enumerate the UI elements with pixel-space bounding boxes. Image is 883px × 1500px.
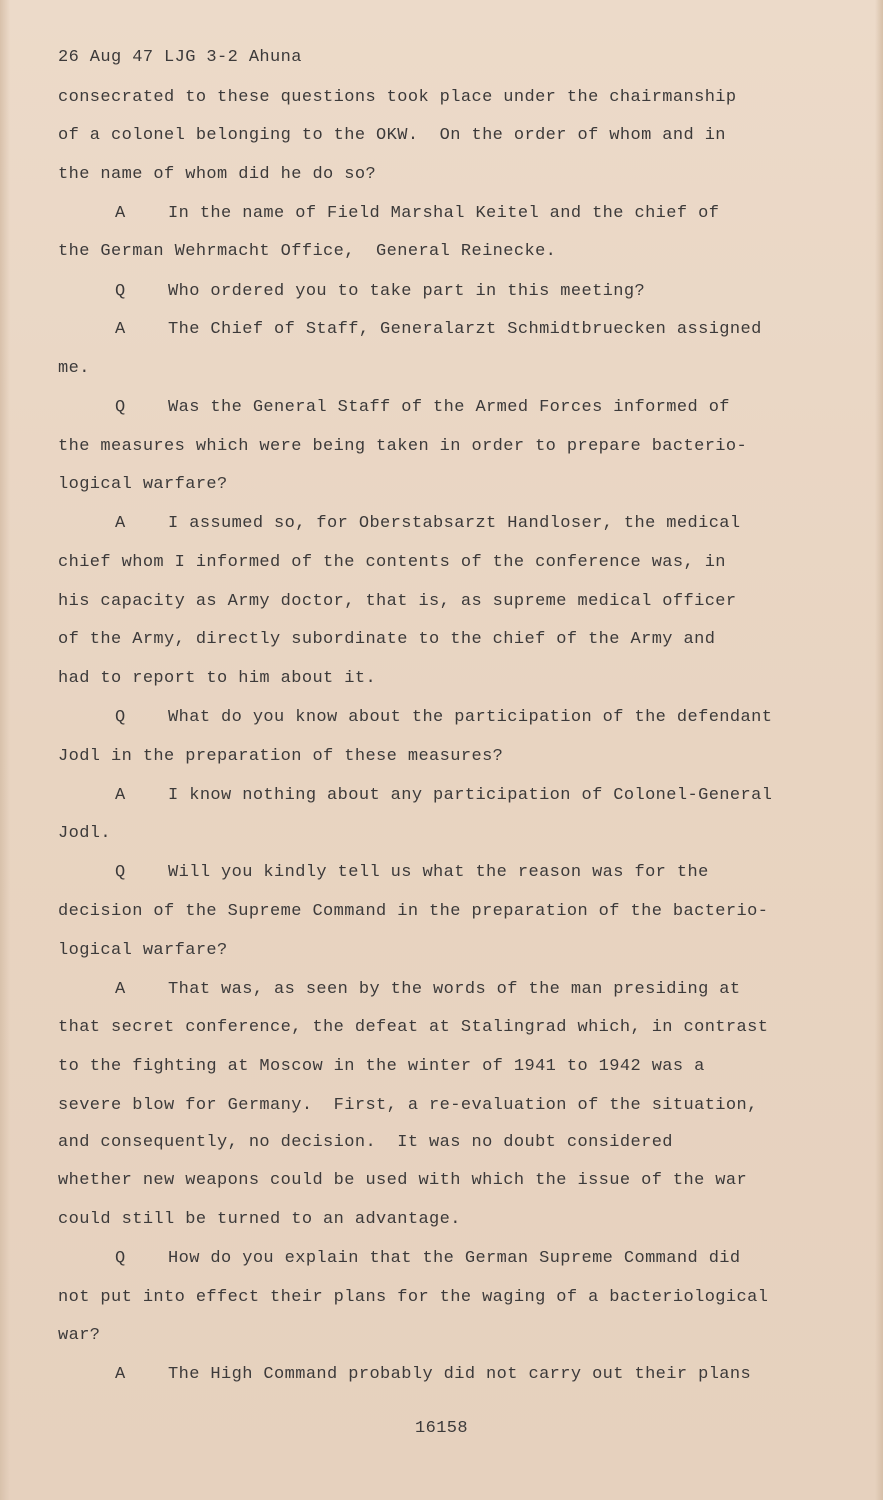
- text-line-18: Jodl in the preparation of these measures?: [58, 747, 504, 766]
- text-line-14: his capacity as Army doctor, that is, as supreme medical officer: [58, 592, 737, 611]
- question-line-5: Q How do you explain that the German Supreme Command did: [115, 1249, 741, 1268]
- answer-line-5: A That was, as seen by the words of the man presiding at: [115, 980, 741, 999]
- answer-line-6: A The High Command probably did not carry out their plans: [115, 1365, 752, 1384]
- text-line-20: Jodl.: [58, 824, 112, 843]
- text-line-32: not put into effect their plans for the waging of a bacteriological: [58, 1288, 769, 1307]
- text-line-11: logical warfare?: [58, 475, 228, 494]
- text-line-25: that secret conference, the defeat at Stalingrad which, in contrast: [58, 1018, 769, 1037]
- text-line-2: of a colonel belonging to the OKW. On the order of whom and in: [58, 126, 726, 145]
- question-line-2: Q Was the General Staff of the Armed Forces informed of: [115, 398, 730, 417]
- answer-line-4: A I know nothing about any participation of Colonel-General: [115, 786, 773, 805]
- text-line-13: chief whom I informed of the contents of the conference was, in: [58, 553, 726, 572]
- document-header: 26 Aug 47 LJG 3-2 Ahuna: [58, 48, 302, 67]
- page-edge-left: [0, 0, 10, 1500]
- text-line-10: the measures which were being taken in order to prepare bacterio-: [58, 437, 748, 456]
- answer-line-1: A In the name of Field Marshal Keitel and the chief of: [115, 204, 720, 223]
- page-edge-right: [875, 0, 883, 1500]
- text-line-3: the name of whom did he do so?: [58, 165, 377, 184]
- answer-line-2: A The Chief of Staff, Generalarzt Schmidtbruecken assigned: [115, 320, 762, 339]
- page-number: 16158: [414, 1419, 468, 1438]
- text-line-28: and consequently, no decision. It was no doubt considered: [58, 1133, 673, 1152]
- text-line-16: had to report to him about it.: [58, 669, 377, 688]
- question-line-1: Q Who ordered you to take part in this meeting?: [115, 282, 646, 301]
- text-line-26: to the fighting at Moscow in the winter of 1941 to 1942 was a: [58, 1057, 705, 1076]
- text-line-27: severe blow for Germany. First, a re-evaluation of the situation,: [58, 1096, 758, 1115]
- text-line-29: whether new weapons could be used with which the issue of the war: [58, 1171, 748, 1190]
- text-line-1: consecrated to these questions took place under the chairmanship: [58, 88, 737, 107]
- text-line-23: logical warfare?: [58, 941, 228, 960]
- answer-line-3: A I assumed so, for Oberstabsarzt Handloser, the medical: [115, 514, 741, 533]
- text-line-33: war?: [58, 1326, 101, 1345]
- text-line-8: me.: [58, 359, 90, 378]
- question-line-3: Q What do you know about the participation of the defendant: [115, 708, 773, 727]
- text-line-22: decision of the Supreme Command in the preparation of the bacterio-: [58, 902, 769, 921]
- text-line-5: the German Wehrmacht Office, General Reinecke.: [58, 242, 557, 261]
- question-line-4: Q Will you kindly tell us what the reason was for the: [115, 863, 709, 882]
- text-line-15: of the Army, directly subordinate to the chief of the Army and: [58, 630, 716, 649]
- text-line-30: could still be turned to an advantage.: [58, 1210, 461, 1229]
